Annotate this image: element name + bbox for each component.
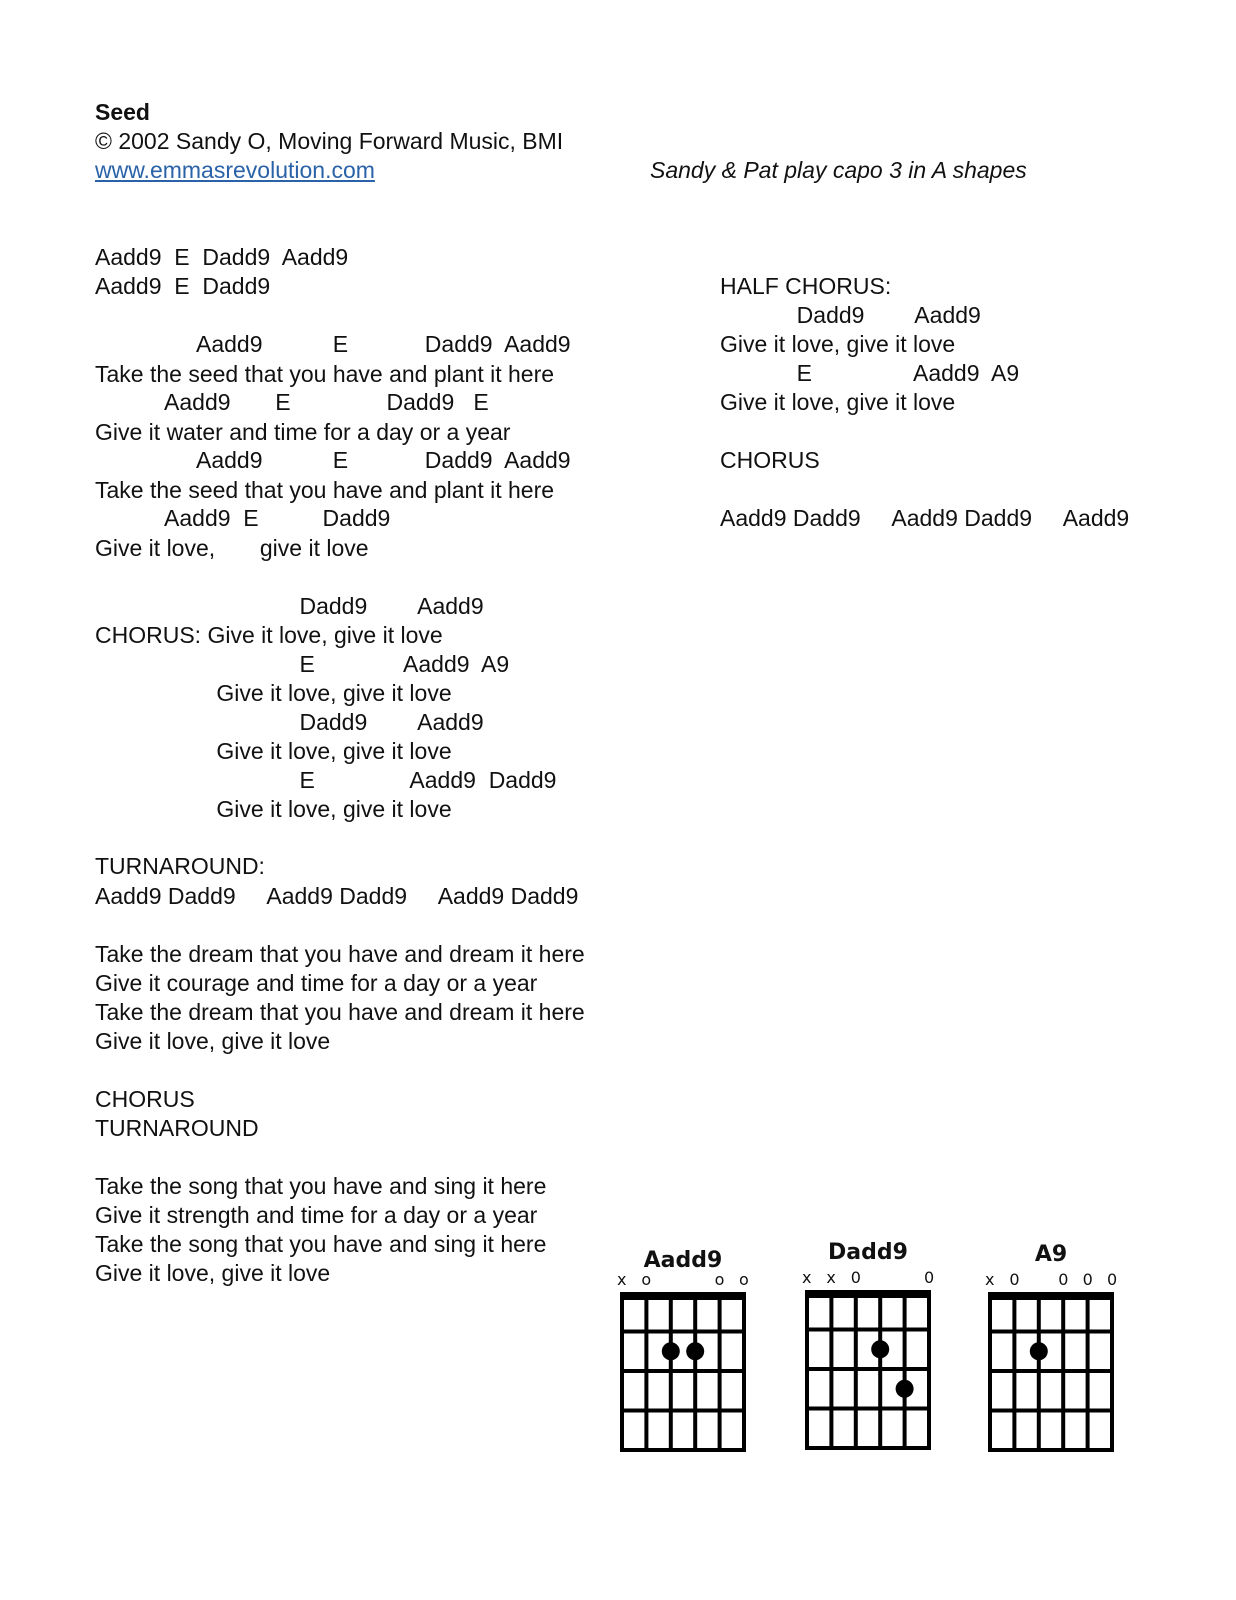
finger-dot: [686, 1342, 704, 1360]
finger-dot: [871, 1340, 889, 1358]
song-line: CHORUS: Give it love, give it love: [95, 622, 443, 648]
chord-diagram-name: A9: [1034, 1242, 1068, 1267]
song-line: Give it love, give it love: [95, 738, 452, 764]
song-line: Take the seed that you have and plant it here: [95, 477, 555, 503]
song-line: Take the song that you have and sing it here: [95, 1173, 547, 1199]
song-line: Aadd9 E Dadd9 E: [95, 389, 489, 415]
open-string-mark: 0: [850, 1268, 861, 1287]
capo-note: Sandy & Pat play capo 3 in A shapes: [650, 157, 1027, 183]
song-line: Aadd9 E Dadd9: [95, 273, 271, 299]
song-line: Take the dream that you have and dream it here: [95, 941, 585, 967]
open-string-mark: 0: [1058, 1270, 1069, 1289]
website-link[interactable]: www.emmasrevolution.com: [95, 157, 375, 183]
song-line: E Aadd9 A9: [720, 360, 1020, 386]
nut: [620, 1292, 746, 1300]
song-line: Give it strength and time for a day or a year: [95, 1202, 538, 1228]
song-line: Give it love, give it love: [95, 680, 452, 706]
muted-string-mark: x: [826, 1268, 836, 1287]
muted-string-mark: x: [985, 1270, 995, 1289]
song-line: Give it love, give it love: [95, 796, 452, 822]
song-line: TURNAROUND: [95, 1115, 259, 1141]
song-line: Take the song that you have and sing it here: [95, 1231, 547, 1257]
song-line: Dadd9 Aadd9: [720, 302, 981, 328]
song-line: CHORUS: [95, 1086, 195, 1112]
open-string-mark: o: [641, 1270, 652, 1289]
open-string-mark: o: [714, 1270, 725, 1289]
song-line: HALF CHORUS:: [720, 273, 892, 299]
chord-diagram: [986, 1290, 1116, 1456]
song-line: Give it love, give it love: [720, 389, 956, 415]
song-line: Give it water and time for a day or a year: [95, 419, 511, 445]
song-line: Take the dream that you have and dream it here: [95, 999, 585, 1025]
song-line: Give it love, give it love: [720, 331, 956, 357]
nut: [805, 1290, 931, 1298]
muted-string-mark: x: [617, 1270, 627, 1289]
song-line: Aadd9 E Dadd9 Aadd9: [95, 331, 571, 357]
song-line: Give it love, give it love: [95, 535, 369, 561]
song-line: E Aadd9 A9: [95, 651, 510, 677]
nut: [988, 1292, 1114, 1300]
song-line: Aadd9 Dadd9 Aadd9 Dadd9 Aadd9 Dadd9: [95, 883, 579, 909]
open-string-mark: 0: [924, 1268, 935, 1287]
song-line: CHORUS: [720, 447, 820, 473]
song-line: Aadd9 E Dadd9 Aadd9: [95, 244, 349, 270]
song-line: Give it courage and time for a day or a year: [95, 970, 538, 996]
song-line: Aadd9 E Dadd9 Aadd9: [95, 447, 571, 473]
chord-diagram-name: Aadd9: [643, 1248, 723, 1273]
copyright: © 2002 Sandy O, Moving Forward Music, BMI: [95, 128, 564, 154]
muted-string-mark: x: [802, 1268, 812, 1287]
finger-dot: [662, 1342, 680, 1360]
finger-dot: [896, 1380, 914, 1398]
song-line: TURNAROUND:: [95, 853, 265, 879]
chord-diagram: [803, 1288, 933, 1454]
song-line: Dadd9 Aadd9: [95, 709, 484, 735]
chord-diagram-name: Dadd9: [828, 1240, 908, 1265]
song-line: E Aadd9 Dadd9: [95, 767, 557, 793]
open-string-mark: 0: [1082, 1270, 1093, 1289]
song-line: Take the seed that you have and plant it here: [95, 361, 555, 387]
song-line: Give it love, give it love: [95, 1028, 331, 1054]
song-line: Dadd9 Aadd9: [95, 593, 484, 619]
song-line: Aadd9 Dadd9 Aadd9 Dadd9 Aadd9: [720, 505, 1130, 531]
chord-diagram: [618, 1290, 748, 1456]
song-line: Give it love, give it love: [95, 1260, 331, 1286]
open-string-mark: 0: [1107, 1270, 1118, 1289]
finger-dot: [1030, 1342, 1048, 1360]
song-line: Aadd9 E Dadd9: [95, 505, 391, 531]
song-title: Seed: [95, 99, 150, 125]
open-string-mark: 0: [1009, 1270, 1020, 1289]
open-string-mark: o: [739, 1270, 749, 1289]
